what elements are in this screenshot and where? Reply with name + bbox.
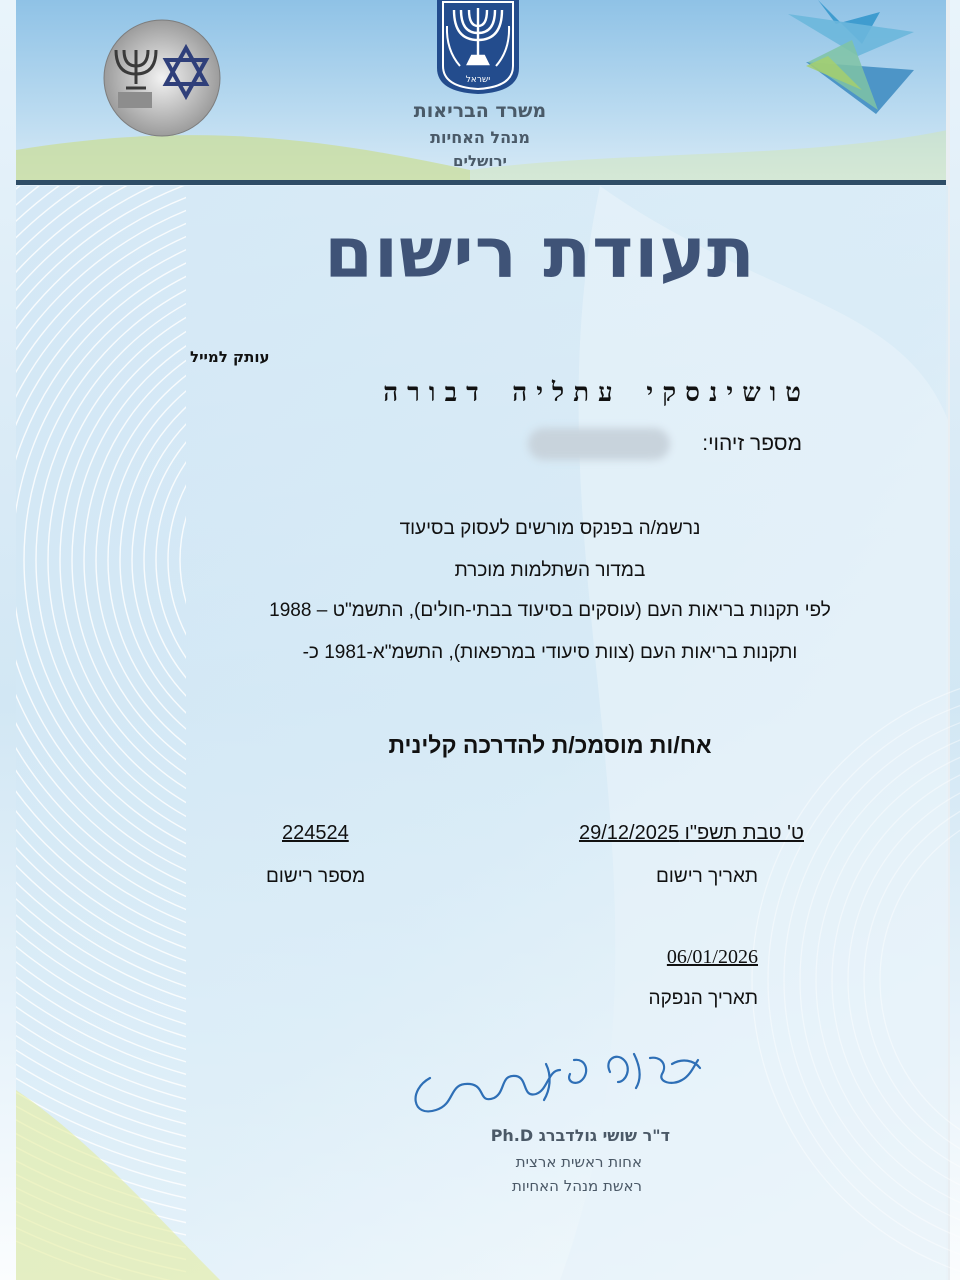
copy-label: עותק למייל <box>190 348 270 366</box>
body-line: נרשמ/ה בפנקס מורשים לעסוק בסיעוד <box>399 518 701 539</box>
state-emblem-icon <box>437 0 519 94</box>
signer-name: ד"ר שושי גולדברג Ph.D <box>490 1126 670 1145</box>
holder-name: טושינסקי עתליה דבורה <box>383 378 810 408</box>
certificate-title: תעודת רישום <box>324 212 756 294</box>
registration-number-value: 224524 <box>282 822 349 844</box>
body-line: לפי תקנות בריאות העם (עוסקים בסיעוד בבתי-חולים), התשמ"ט – 1988 <box>269 600 831 621</box>
ministry-department: מנהל האחיות <box>430 128 530 147</box>
id-number-redaction <box>528 428 670 460</box>
issue-date-value: 06/01/2026 <box>666 946 758 968</box>
body-line: ותקנות בריאות העם (צוות סיעודי במרפאות), התשמ"א-1981 כ- <box>302 642 798 663</box>
seal-emblem <box>104 20 220 136</box>
signer-title: ראשת מנהל האחיות <box>512 1177 642 1195</box>
issue-date-label: תאריך הנפקה <box>648 988 758 1009</box>
header-frame-line <box>16 180 948 185</box>
registration-number-label: מספר רישום <box>266 866 366 887</box>
ministry-city: ירושלים <box>453 152 507 170</box>
body-line: במדור השתלמות מוכרת <box>454 560 646 581</box>
signer-title: אחות ראשית ארצית <box>515 1153 642 1171</box>
registration-date-value: ט' טבת תשפ"ו 29/12/2025 <box>578 822 804 844</box>
registration-date-label: תאריך רישום <box>656 866 758 887</box>
emblem-label: ישראל <box>465 75 491 85</box>
id-number-label: מספר זיהוי: <box>702 432 802 455</box>
ministry-name: משרד הבריאות <box>413 100 547 122</box>
profession-title: אח/ות מוסמכ/ת להדרכה קלינית <box>388 732 712 758</box>
